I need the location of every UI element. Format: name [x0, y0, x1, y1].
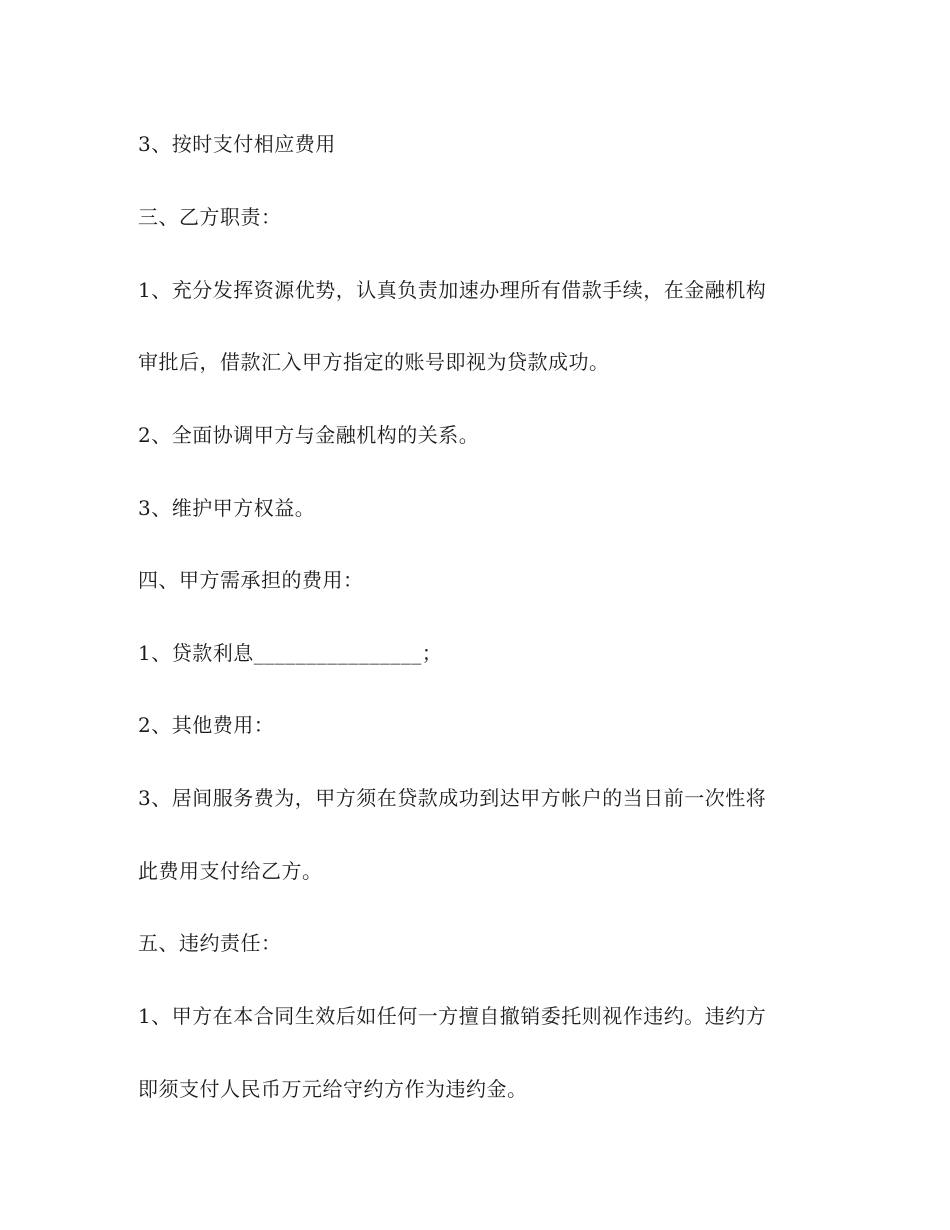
clause-1-resources-line-1: 1、充分发挥资源优势，认真负责加速办理所有借款手续，在金融机构 — [138, 278, 767, 302]
section-5-heading: 五、违约责任： — [138, 931, 282, 955]
clause-1-breach-line-2: 即须支付人民币万元给守约方作为违约金。 — [138, 1077, 528, 1101]
section-3-heading: 三、乙方职责： — [138, 205, 282, 229]
clause-3-rights: 3、维护甲方权益。 — [138, 496, 316, 520]
clause-1-breach-line-1: 1、甲方在本合同生效后如任何一方擅自撤销委托则视作违约。违约方 — [138, 1004, 767, 1028]
clause-3-pay-fees: 3、按时支付相应费用 — [138, 132, 336, 156]
clause-2-coordinate: 2、全面协调甲方与金融机构的关系。 — [138, 423, 480, 447]
clause-3-service-fee-line-2: 此费用支付给乙方。 — [138, 859, 323, 883]
clause-1-resources-line-2: 审批后，借款汇入甲方指定的账号即视为贷款成功。 — [138, 350, 610, 374]
clause-1-interest: 1、贷款利息________________； — [138, 641, 443, 665]
clause-2-other-fees: 2、其他费用： — [138, 713, 275, 737]
section-4-heading: 四、甲方需承担的费用： — [138, 568, 364, 592]
clause-3-service-fee-line-1: 3、居间服务费为，甲方须在贷款成功到达甲方帐户的当日前一次性将 — [138, 786, 767, 810]
